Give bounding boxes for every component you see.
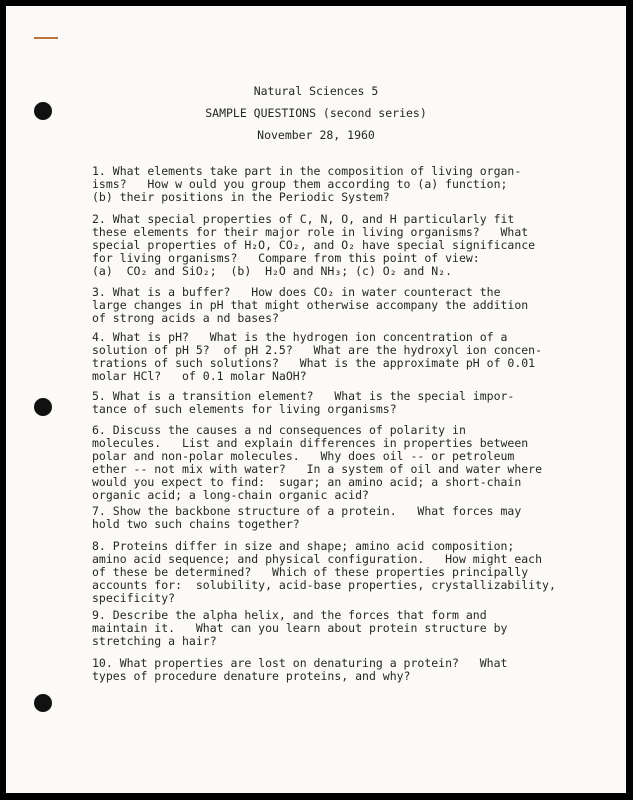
question-line: of strong acids a nd bases? <box>92 311 279 325</box>
question-line: stretching a hair? <box>92 634 217 648</box>
question-line: (a) CO₂ and SiO₂; (b) H₂O and NH₃; (c) O₂ and N₂. <box>92 264 453 278</box>
typed-document <box>6 6 626 793</box>
document-title: SAMPLE QUESTIONS (second series) <box>205 106 427 120</box>
question-6 <box>92 424 562 502</box>
question-line: 9. Describe the alpha helix, and the forces that form and <box>92 608 487 622</box>
question-line: 8. Proteins differ in size and shape; amino acid composition; <box>92 539 515 553</box>
question-3 <box>92 286 562 325</box>
document-date: November 28, 1960 <box>257 128 375 142</box>
question-10 <box>92 657 562 683</box>
question-line: polar and non-polar molecules. Why does oil -- or petroleum <box>92 449 515 463</box>
question-line: molar HCl? of 0.1 molar NaOH? <box>92 369 307 383</box>
question-line: ether -- not mix with water? In a system of oil and water where <box>92 462 543 476</box>
question-line: types of procedure denature proteins, and why? <box>92 669 411 683</box>
question-line: 2. What special properties of C, N, O, and H particularly fit <box>92 212 515 226</box>
question-line: specificity? <box>92 591 176 605</box>
question-8 <box>92 540 562 605</box>
question-5 <box>92 390 562 416</box>
course-name: Natural Sciences 5 <box>253 84 379 98</box>
paper-sheet <box>6 6 626 793</box>
question-line: 4. What is pH? What is the hydrogen ion concentration of a <box>92 330 508 344</box>
question-line: (b) their positions in the Periodic System? <box>92 190 390 204</box>
question-line: solution of pH 5? of pH 2.5? What are the hydroxyl ion concen- <box>92 343 543 357</box>
question-line: large changes in pH that might otherwise accompany the addition <box>92 298 529 312</box>
question-9 <box>92 609 562 648</box>
question-7 <box>92 505 562 531</box>
question-line: 3. What is a buffer? How does CO₂ in water counteract the <box>92 285 501 299</box>
question-line: molecules. List and explain differences in properties between <box>92 436 529 450</box>
question-line: accounts for: solubility, acid-base properties, crystallizability, <box>92 578 556 592</box>
question-line: 10. What properties are lost on denaturing a protein? What <box>92 656 508 670</box>
question-line: 5. What is a transition element? What is the special impor- <box>92 389 515 403</box>
question-line: hold two such chains together? <box>92 517 300 531</box>
question-line: organic acid; a long-chain organic acid? <box>92 488 369 502</box>
question-line: would you expect to find: sugar; an amino acid; a short-chain <box>92 475 522 489</box>
question-line: tance of such elements for living organisms? <box>92 402 397 416</box>
question-4 <box>92 331 562 383</box>
question-line: of these be determined? Which of these properties principally <box>92 565 529 579</box>
question-line: 6. Discuss the causes a nd consequences of polarity in <box>92 423 466 437</box>
question-1 <box>92 165 562 204</box>
question-line: 1. What elements take part in the composition of living organ- <box>92 164 522 178</box>
question-line: isms? How w ould you group them according to (a) function; <box>92 177 508 191</box>
question-line: for living organisms? Compare from this point of view: <box>92 251 480 265</box>
question-line: trations of such solutions? What is the approximate pH of 0.01 <box>92 356 536 370</box>
question-line: special properties of H₂O, CO₂, and O₂ have special significance <box>92 238 536 252</box>
question-line: these elements for their major role in living organisms? What <box>92 225 529 239</box>
question-line: maintain it. What can you learn about protein structure by <box>92 621 508 635</box>
question-2 <box>92 213 562 278</box>
question-line: 7. Show the backbone structure of a protein. What forces may <box>92 504 522 518</box>
question-line: amino acid sequence; and physical configuration. How might each <box>92 552 543 566</box>
